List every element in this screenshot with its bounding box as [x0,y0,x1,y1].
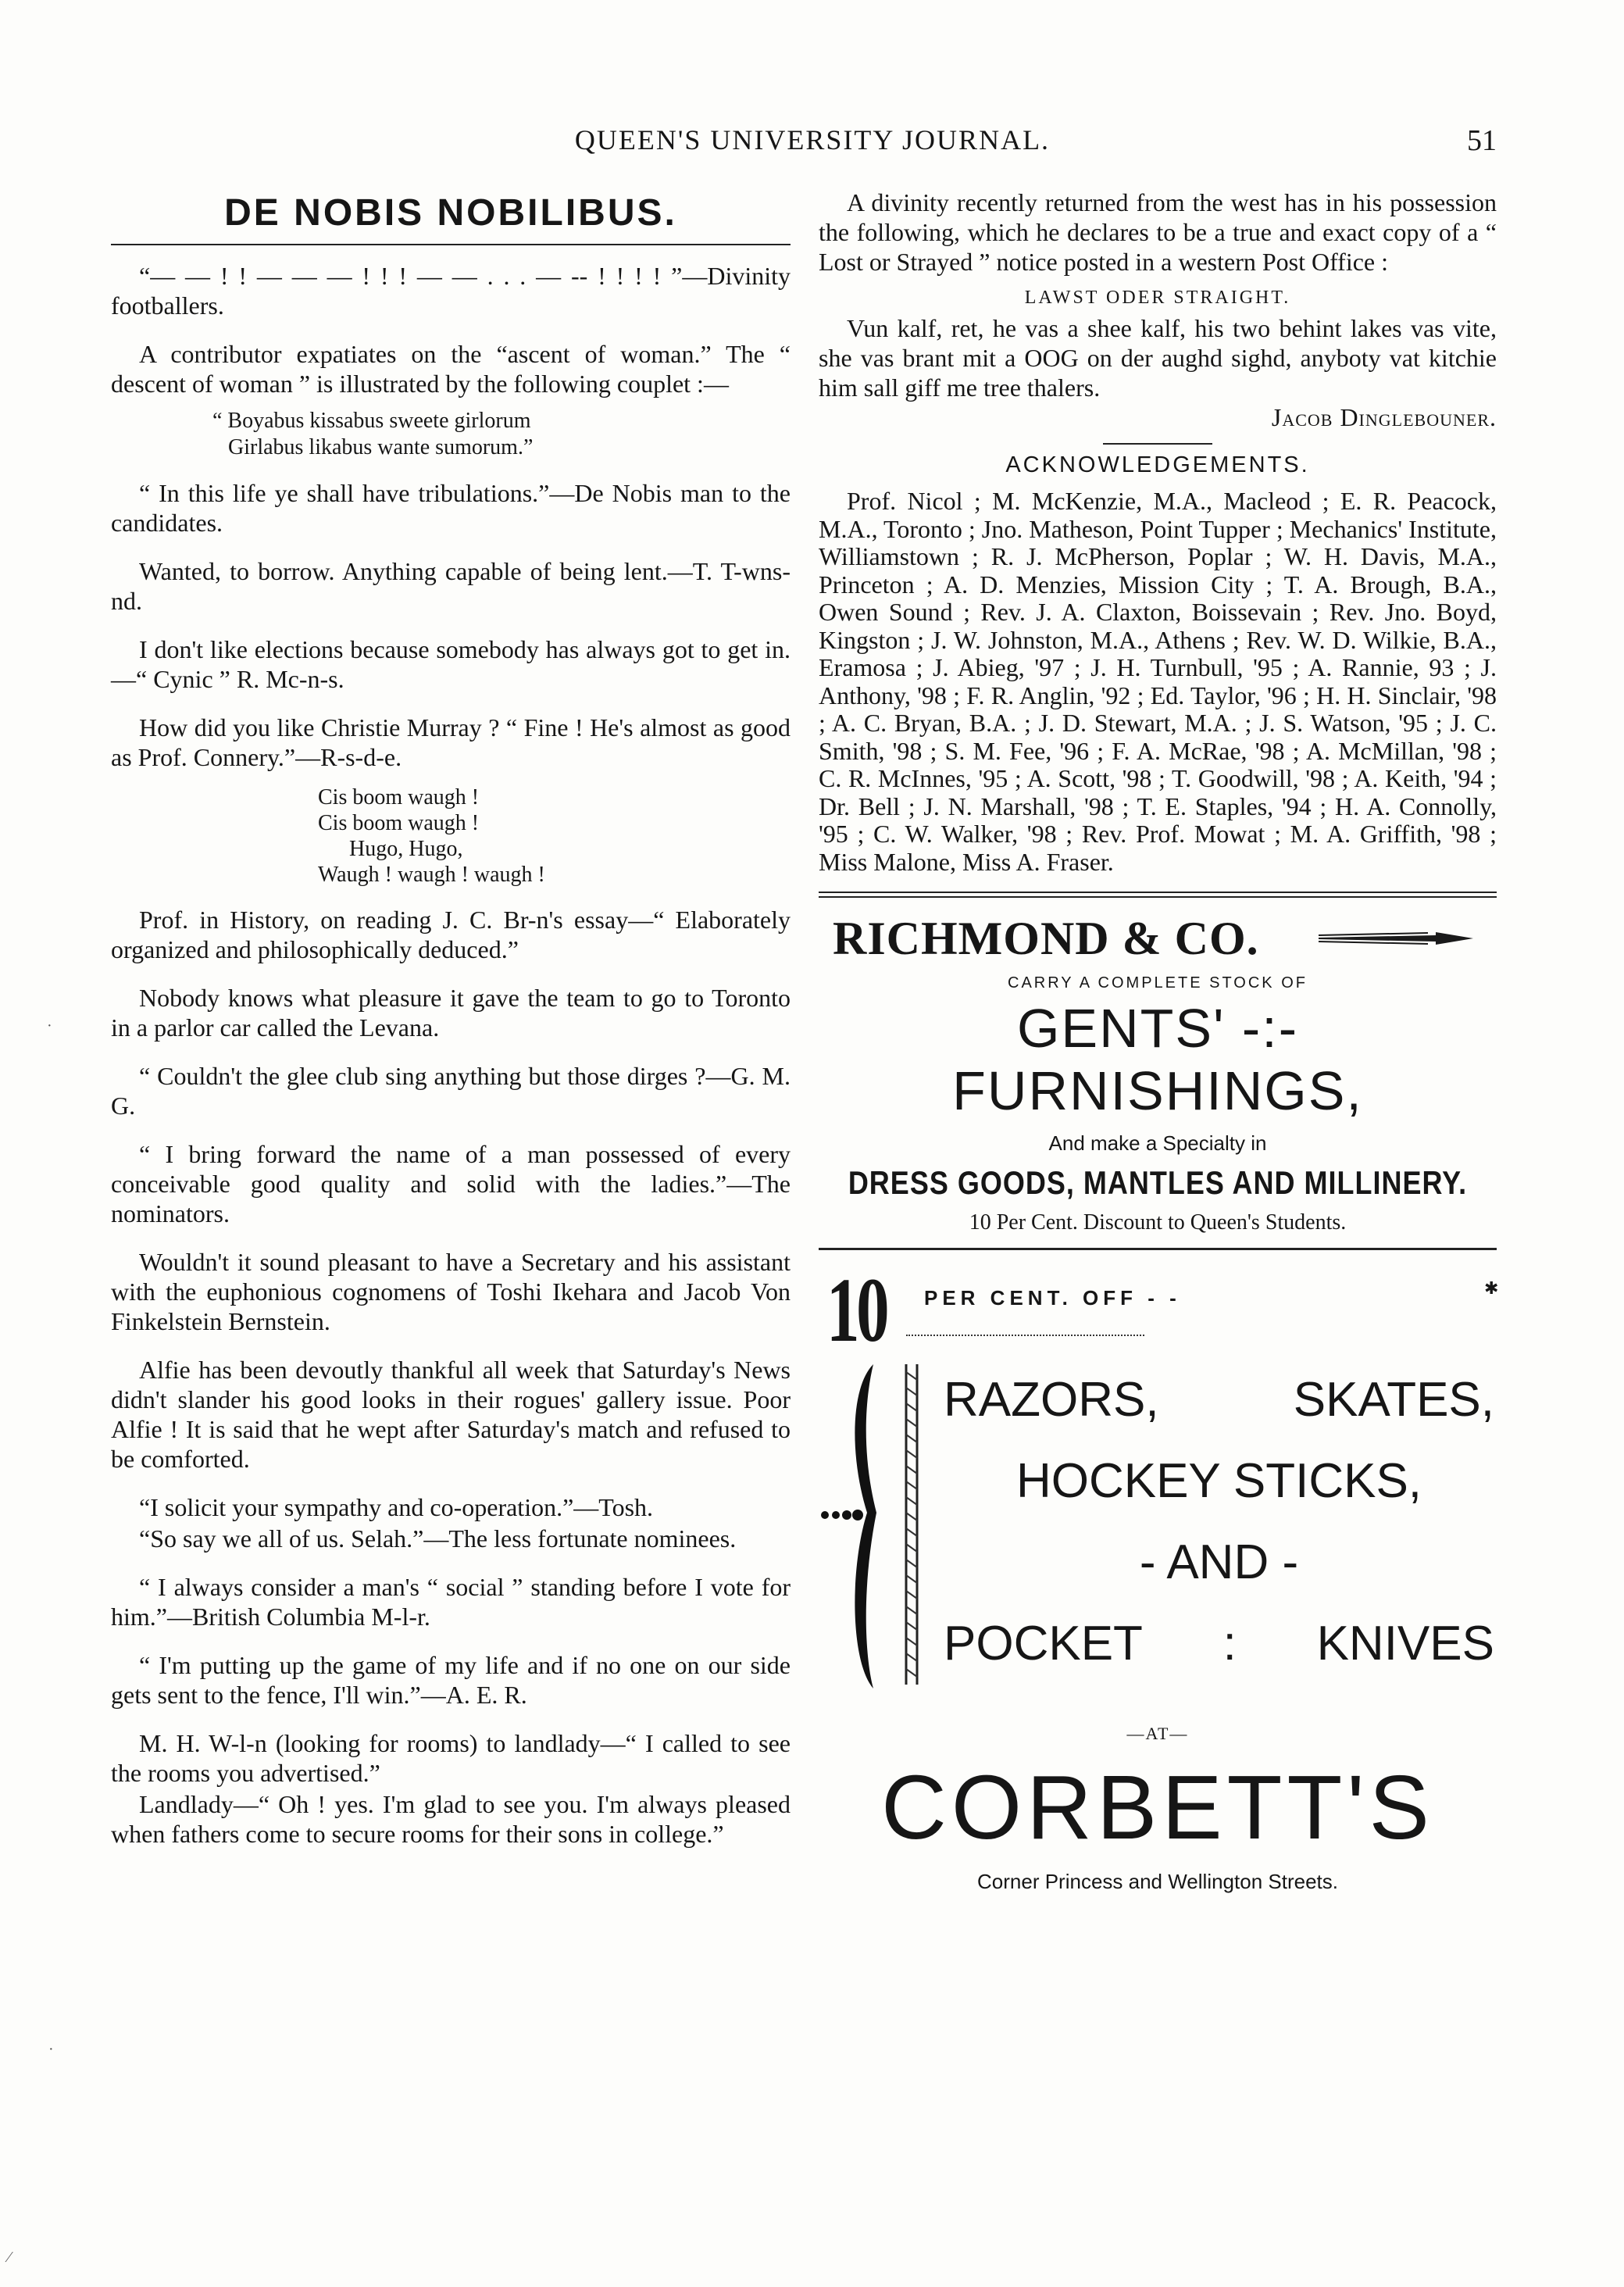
paragraph: “ Couldn't the glee club sing anything but those dirges ?—G. M. G. [111,1062,791,1120]
print-speck: · [48,2041,54,2058]
paragraph: “— — ! ! — — — ! ! ! — — . . . — -- ! ! ! ! ”—Divinity footballers. [111,262,791,320]
paragraph: “ I bring forward the name of a man possessed of every conceivable good quality and solid with the ladies.”—The nominators. [111,1140,791,1227]
section-title: DE NOBIS NOBILIBUS. [224,192,677,234]
right-column [819,188,1497,1921]
cheer-line: Cis boom waugh ! [318,785,480,809]
paragraph: How did you like Christie Murray ? “ Fine ! He's almost as good as Prof. Connery.”—R-s-d-e. [111,713,791,771]
goods-item: POCKET [944,1617,1143,1671]
divider [1103,443,1212,445]
decorative-bracket-icon [819,1356,936,1700]
cheer-line: Waugh ! waugh ! waugh ! [318,863,545,887]
goods-item: RAZORS, [944,1373,1159,1427]
paragraph: Landlady—“ Oh ! yes. I'm glad to see you. I'm always pleased when fathers come to secure rooms for their sons in college.” [111,1790,791,1848]
couplet-line: Girlabus likabus wante sumorum.” [228,435,534,459]
cheer-line: Cis boom waugh ! [318,811,480,835]
goods-item: SKATES, [1293,1373,1494,1427]
dotted-leader [906,1335,1144,1336]
paragraph: Wouldn't it sound pleasant to have a Secretary and his assistant with the euphonious cognomens of Toshi Ikehara and Jacob Von Finkelstein Bernstein. [111,1248,791,1335]
paragraph: Alfie has been devoutly thankful all week that Saturday's News didn't slander his good looks in their rogues' gallery issue. Poor Alfie ! It is said that he wept after Saturday's match and refused to be comforted. [111,1356,791,1473]
corbett-address: Corner Princess and Wellington Streets. [977,1870,1338,1893]
double-rule [819,892,1497,898]
notice-intro: A divinity recently returned from the west has in his possession the following, which he declares to be a true and exact copy of a “ Lost or Strayed ” notice posted in a western Post Office : [819,188,1497,276]
corbett-advertisement [819,1259,1499,1921]
at-line: —AT— [1126,1724,1189,1743]
paragraph: “So say we all of us. Selah.”—The less fortunate nominees. [139,1524,737,1553]
richmond-header [819,912,1497,970]
paragraph: “I solicit your sympathy and co-operation.”—Tosh. [139,1493,654,1521]
paragraph: Nobody knows what pleasure it gave the team to go to Toronto in a parlor car called the Levana. [111,984,791,1042]
cheer-verse [318,784,791,888]
cheer-line: Hugo, Hugo, [349,837,463,861]
goods-item: - AND - [1139,1535,1299,1589]
print-speck: ⁄ [8,2249,11,2266]
left-column [111,191,791,1867]
paragraph: “ In this life ye shall have tribulations.”—De Nobis man to the candidates. [111,479,791,537]
acknowledgements-text: Prof. Nicol ; M. McKenzie, M.A., Macleod ; E. R. Peacock, M.A., Toronto ; Jno. Matheson, Point Tupper ; Mechanics' Institute, Williamstown ; R. J. McPherson, Poplar ; W. H. Davis, M.A., Princeton ; A. D. Menzies, Mission City ; T. A. Brough, B.A., Owen Sound ; Rev. J. A. Claxton, Boissevain ; Rev. Jno. Boyd, Kingston ; J. W. Johnston, M.A., Athens ; Rev. W. D. Wilkie, B.A., Eramosa ; J. Abieg, '97 ; J. H. Turnbull, '95 ; A. Rannie, 93 ; J. Anthony, '98 ; F. R. Anglin, '92 ; Ed. Taylor, '96 ; H. H. Sinclair, '98 ; A. C. Bryan, B.A. ; J. D. Stewart, M.A. ; J. S. Watson, '95 ; J. C. Smith, '98 ; S. M. Fee, '96 ; F. A. McRae, '98 ; A. McMillan, '98 ; C. R. McInnes, '95 ; A. Scott, '98 ; T. Goodwill, '98 ; A. Keith, '94 ; Dr. Bell ; J. N. Marshall, '98 ; T. E. Staples, '94 ; H. A. Connolly, '95 ; C. W. Walker, '98 ; Rev. Prof. Mowat ; M. A. Griffith, '98 ; Miss Malone, Miss A. Fraser. [819,487,1497,876]
goods-list [944,1360,1494,1685]
print-speck: · [47,1017,52,1035]
notice-text: Vun kalf, ret, he vas a shee kalf, his two behint lakes vas vite, she vas brant mit a OOG on der aughd sighd, anyboty vat kitchie him sall giff me tree thalers. [819,314,1497,402]
goods-item: : [1222,1617,1237,1671]
goods-item: KNIVES [1316,1617,1494,1671]
paragraph: M. H. W-l-n (looking for rooms) to landlady—“ I called to see the rooms you advertised.” [111,1729,791,1787]
page-number: 51 [1467,124,1497,157]
richmond-subtitle: CARRY A COMPLETE STOCK OF [1008,974,1308,992]
ten-numeral: 10 [826,1259,887,1361]
couplet-line: “ Boyabus kissabus sweete girlorum [212,409,531,433]
couplet [111,408,791,461]
paragraph: Prof. in History, on reading J. C. Br-n's essay—“ Elaborately organized and philosophically deduced.” [111,906,791,963]
paragraph: “ I'm putting up the game of my life and if no one on our side gets sent to the fence, I'll win.”—A. E. R. [111,1651,791,1709]
goods-row [944,1360,1494,1441]
corbett-name: CORBETT'S [881,1756,1434,1858]
title-rule [111,244,791,245]
richmond-discount: 10 Per Cent. Discount to Queen's Students. [969,1210,1347,1235]
asterisk-icon: ✱ [1484,1278,1499,1298]
notice-signature: Jacob Dinglebouner. [1271,403,1497,431]
goods-row [944,1603,1494,1685]
goods-item: HOCKEY STICKS, [1015,1454,1422,1508]
ad-divider [819,1248,1497,1250]
running-head: QUEEN'S UNIVERSITY JOURNAL. [574,124,1051,155]
acknowledgements-title: ACKNOWLEDGEMENTS. [1005,452,1310,477]
richmond-dress-goods: DRESS GOODS, MANTLES AND MILLINERY. [848,1163,1468,1201]
richmond-gents: GENTS' -:- FURNISHINGS, [952,998,1363,1121]
notice-title: LAWST ODER STRAIGHT. [1024,288,1291,308]
goods-row [944,1441,1494,1522]
richmond-advertisement [819,912,1497,1235]
richmond-name: RICHMOND & CO. [833,913,1259,964]
goods-row [944,1522,1494,1603]
richmond-specialty: And make a Specialty in [1048,1131,1267,1155]
arrow-ornament-icon [1319,929,1475,948]
paragraph: I don't like elections because somebody has always got to get in.—“ Cynic ” R. Mc-n-s. [111,635,791,693]
percent-off: PER CENT. OFF - - [924,1286,1181,1310]
paragraph: A contributor expatiates on the “ascent of woman.” The “ descent of woman ” is illustrated by the following couplet :— [111,340,791,398]
notice [819,313,1497,432]
paragraph: Wanted, to borrow. Anything capable of being lent.—T. T-wns-nd. [111,557,791,615]
paragraph: “ I always consider a man's “ social ” standing before I vote for him.”—British Columbia M-l-r. [111,1573,791,1631]
